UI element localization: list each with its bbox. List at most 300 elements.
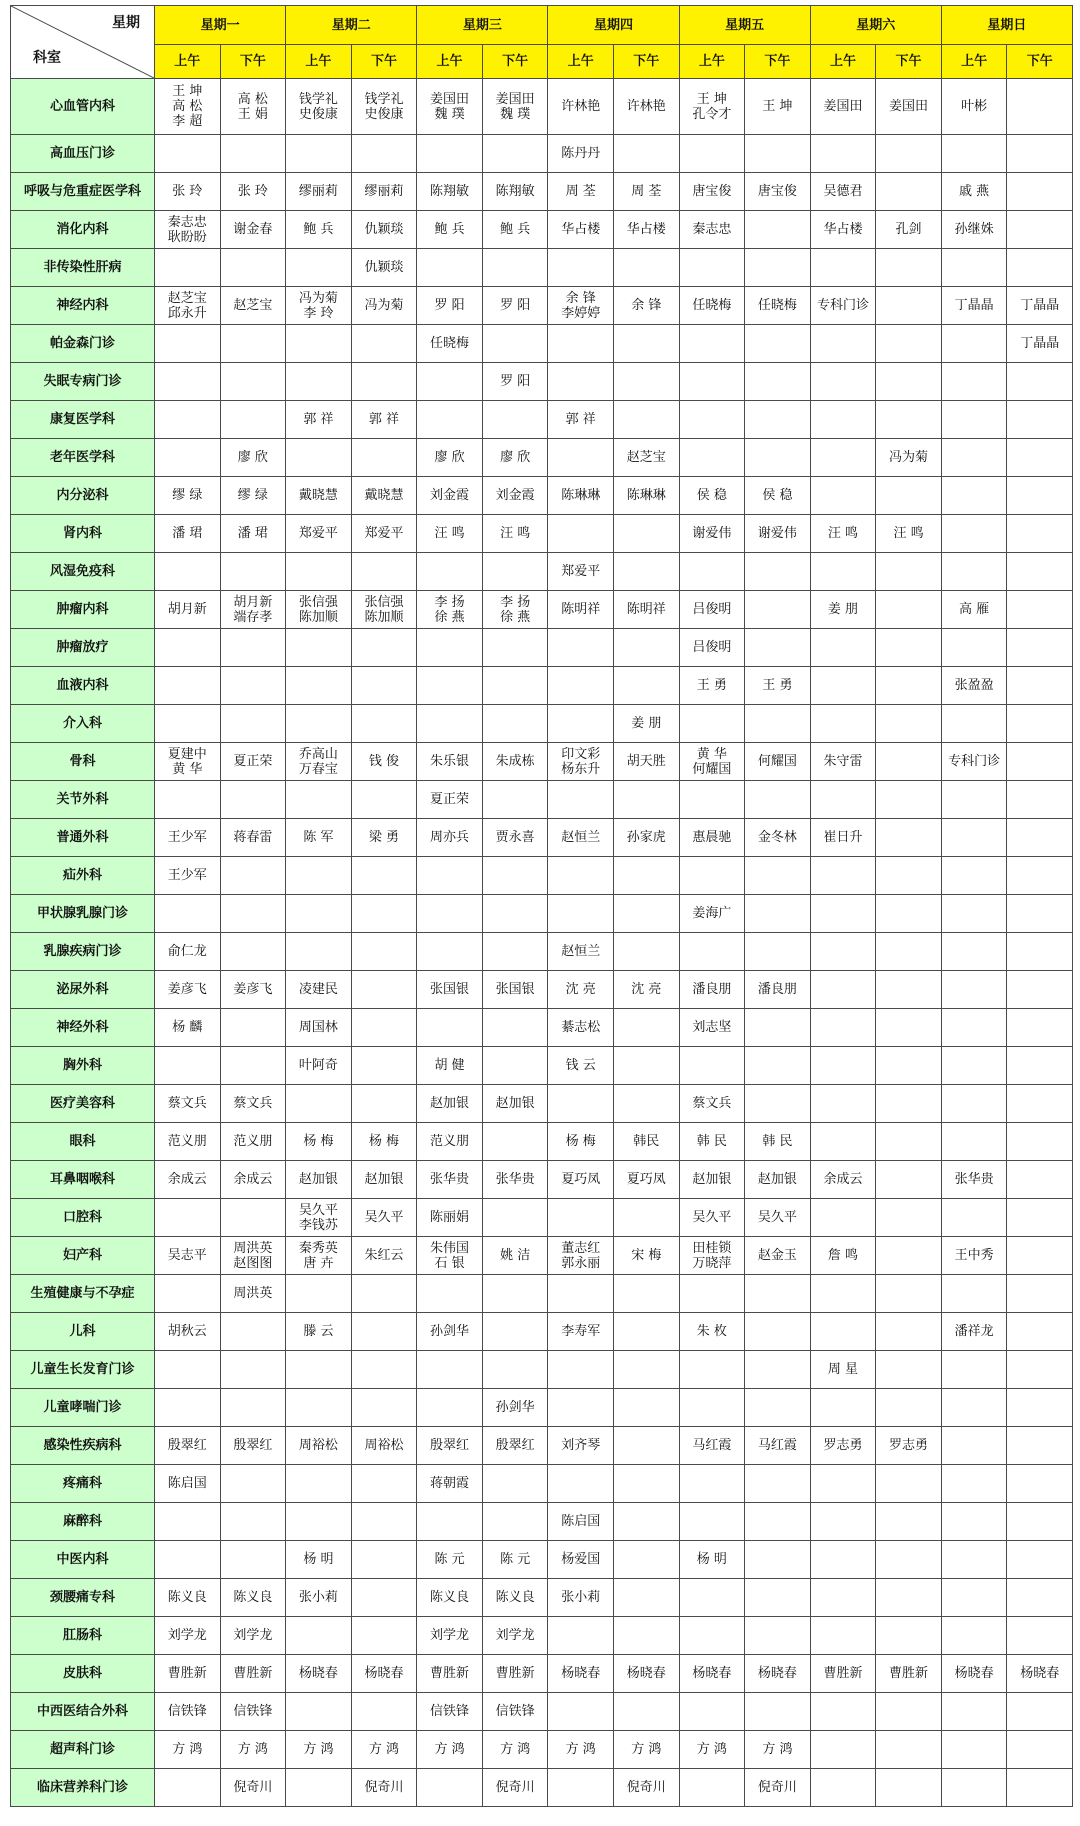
doctor-cell: 缪丽莉 bbox=[286, 173, 352, 211]
doctor-cell: 罗志勇 bbox=[876, 1427, 942, 1465]
department-name: 儿童哮喘门诊 bbox=[11, 1389, 155, 1427]
doctor-cell bbox=[613, 1503, 679, 1541]
department-name: 肛肠科 bbox=[11, 1617, 155, 1655]
doctor-cell bbox=[220, 553, 286, 591]
doctor-cell bbox=[876, 477, 942, 515]
doctor-cell: 刘学龙 bbox=[417, 1617, 483, 1655]
department-name: 眼科 bbox=[11, 1123, 155, 1161]
department-name: 高血压门诊 bbox=[11, 135, 155, 173]
doctor-cell: 曹胜新 bbox=[876, 1655, 942, 1693]
doctor-cell: 钱 云 bbox=[548, 1047, 614, 1085]
slot-header-pm: 下午 bbox=[1007, 45, 1073, 79]
doctor-cell bbox=[351, 325, 417, 363]
day-header-tue: 星期二 bbox=[286, 6, 417, 45]
doctor-cell bbox=[1007, 173, 1073, 211]
slot-header-pm: 下午 bbox=[876, 45, 942, 79]
doctor-cell: 张华贵 bbox=[482, 1161, 548, 1199]
doctor-cell: 潘祥龙 bbox=[941, 1313, 1007, 1351]
day-header-sat: 星期六 bbox=[810, 6, 941, 45]
doctor-cell: 潘 珺 bbox=[155, 515, 221, 553]
doctor-cell bbox=[548, 325, 614, 363]
department-name: 临床营养科门诊 bbox=[11, 1769, 155, 1807]
doctor-cell: 杨晓春 bbox=[1007, 1655, 1073, 1693]
table-row bbox=[11, 971, 1073, 1009]
doctor-cell: 余成云 bbox=[220, 1161, 286, 1199]
doctor-cell bbox=[351, 439, 417, 477]
table-row bbox=[11, 1047, 1073, 1085]
doctor-cell bbox=[220, 1503, 286, 1541]
doctor-cell: 陈丽娟 bbox=[417, 1199, 483, 1237]
doctor-cell bbox=[1007, 1237, 1073, 1275]
doctor-cell: 潘良朋 bbox=[679, 971, 745, 1009]
doctor-cell: 赵加银 bbox=[286, 1161, 352, 1199]
doctor-cell: 倪奇川 bbox=[613, 1769, 679, 1807]
doctor-cell: 王 坤 孔令才 bbox=[679, 79, 745, 135]
doctor-cell: 华占楼 bbox=[548, 211, 614, 249]
doctor-cell: 王少军 bbox=[155, 857, 221, 895]
doctor-cell bbox=[548, 857, 614, 895]
doctor-cell: 倪奇川 bbox=[351, 1769, 417, 1807]
doctor-cell: 陈启国 bbox=[548, 1503, 614, 1541]
doctor-cell bbox=[155, 1047, 221, 1085]
doctor-cell bbox=[548, 1389, 614, 1427]
doctor-cell bbox=[220, 629, 286, 667]
doctor-cell: 沈 亮 bbox=[613, 971, 679, 1009]
doctor-cell: 杨 麟 bbox=[155, 1009, 221, 1047]
schedule-body bbox=[11, 79, 1073, 1807]
doctor-cell bbox=[810, 1503, 876, 1541]
doctor-cell bbox=[482, 1275, 548, 1313]
doctor-cell: 王少军 bbox=[155, 819, 221, 857]
doctor-cell bbox=[155, 895, 221, 933]
doctor-cell bbox=[613, 857, 679, 895]
doctor-cell: 赵金玉 bbox=[745, 1237, 811, 1275]
doctor-cell bbox=[1007, 553, 1073, 591]
doctor-cell bbox=[679, 1275, 745, 1313]
doctor-cell bbox=[745, 211, 811, 249]
table-row bbox=[11, 1351, 1073, 1389]
table-row bbox=[11, 1237, 1073, 1275]
doctor-cell bbox=[1007, 1009, 1073, 1047]
doctor-cell bbox=[351, 705, 417, 743]
doctor-cell bbox=[876, 971, 942, 1009]
slot-header-am: 上午 bbox=[155, 45, 221, 79]
table-row bbox=[11, 249, 1073, 287]
doctor-cell: 夏正荣 bbox=[417, 781, 483, 819]
doctor-cell bbox=[351, 1617, 417, 1655]
table-row bbox=[11, 743, 1073, 781]
doctor-cell bbox=[1007, 629, 1073, 667]
doctor-cell bbox=[351, 1009, 417, 1047]
doctor-cell bbox=[876, 1085, 942, 1123]
doctor-cell bbox=[220, 363, 286, 401]
doctor-cell: 杨 梅 bbox=[286, 1123, 352, 1161]
doctor-cell: 朱成栋 bbox=[482, 743, 548, 781]
doctor-cell: 姜 朋 bbox=[613, 705, 679, 743]
doctor-cell: 陈丹丹 bbox=[548, 135, 614, 173]
doctor-cell bbox=[679, 135, 745, 173]
doctor-cell bbox=[482, 249, 548, 287]
table-row bbox=[11, 1009, 1073, 1047]
doctor-cell bbox=[679, 1579, 745, 1617]
doctor-cell: 廖 欣 bbox=[220, 439, 286, 477]
department-name: 麻醉科 bbox=[11, 1503, 155, 1541]
doctor-cell: 鲍 兵 bbox=[417, 211, 483, 249]
doctor-cell: 信铁锋 bbox=[417, 1693, 483, 1731]
doctor-cell: 张国银 bbox=[417, 971, 483, 1009]
doctor-cell: 杨晓春 bbox=[548, 1655, 614, 1693]
doctor-cell bbox=[876, 401, 942, 439]
doctor-cell bbox=[941, 895, 1007, 933]
doctor-cell bbox=[876, 1579, 942, 1617]
doctor-cell bbox=[941, 325, 1007, 363]
doctor-cell bbox=[286, 1465, 352, 1503]
doctor-cell bbox=[876, 743, 942, 781]
doctor-cell bbox=[155, 705, 221, 743]
doctor-cell bbox=[220, 933, 286, 971]
doctor-cell bbox=[1007, 971, 1073, 1009]
doctor-cell: 田桂锁 万晓萍 bbox=[679, 1237, 745, 1275]
doctor-cell bbox=[876, 1351, 942, 1389]
department-name: 颈腰痛专科 bbox=[11, 1579, 155, 1617]
doctor-cell: 吴德君 bbox=[810, 173, 876, 211]
doctor-cell bbox=[679, 249, 745, 287]
doctor-cell: 郑爱平 bbox=[286, 515, 352, 553]
doctor-cell: 余 锋 李婷婷 bbox=[548, 287, 614, 325]
doctor-cell bbox=[417, 553, 483, 591]
doctor-cell: 杨晓春 bbox=[286, 1655, 352, 1693]
doctor-cell: 胡 健 bbox=[417, 1047, 483, 1085]
doctor-cell: 汪 鸣 bbox=[482, 515, 548, 553]
doctor-cell: 陈翔敏 bbox=[417, 173, 483, 211]
doctor-cell: 陈义良 bbox=[482, 1579, 548, 1617]
doctor-cell bbox=[286, 1351, 352, 1389]
doctor-cell bbox=[810, 477, 876, 515]
doctor-cell bbox=[679, 933, 745, 971]
doctor-cell bbox=[745, 705, 811, 743]
doctor-cell bbox=[417, 895, 483, 933]
doctor-cell: 孔剑 bbox=[876, 211, 942, 249]
department-name: 泌尿外科 bbox=[11, 971, 155, 1009]
doctor-cell: 秦秀英 唐 卉 bbox=[286, 1237, 352, 1275]
doctor-cell: 信铁锋 bbox=[220, 1693, 286, 1731]
doctor-cell: 方 鸿 bbox=[548, 1731, 614, 1769]
doctor-cell: 韩民 bbox=[613, 1123, 679, 1161]
doctor-cell bbox=[1007, 1579, 1073, 1617]
doctor-cell: 任晓梅 bbox=[745, 287, 811, 325]
doctor-cell: 何耀国 bbox=[745, 743, 811, 781]
doctor-cell: 夏建中 黄 华 bbox=[155, 743, 221, 781]
doctor-cell bbox=[1007, 1617, 1073, 1655]
doctor-cell: 刘齐琴 bbox=[548, 1427, 614, 1465]
doctor-cell bbox=[548, 1693, 614, 1731]
doctor-cell bbox=[876, 135, 942, 173]
doctor-cell bbox=[1007, 705, 1073, 743]
doctor-cell: 范义朋 bbox=[417, 1123, 483, 1161]
doctor-cell bbox=[548, 1617, 614, 1655]
doctor-cell bbox=[155, 1275, 221, 1313]
doctor-cell: 张 玲 bbox=[220, 173, 286, 211]
doctor-cell: 方 鸿 bbox=[286, 1731, 352, 1769]
doctor-cell bbox=[613, 781, 679, 819]
doctor-cell bbox=[679, 363, 745, 401]
doctor-cell bbox=[810, 363, 876, 401]
department-name: 儿科 bbox=[11, 1313, 155, 1351]
doctor-cell bbox=[417, 363, 483, 401]
doctor-cell: 杨晓春 bbox=[613, 1655, 679, 1693]
doctor-cell bbox=[417, 933, 483, 971]
table-row bbox=[11, 363, 1073, 401]
doctor-cell bbox=[351, 1579, 417, 1617]
department-name: 风湿免疫科 bbox=[11, 553, 155, 591]
table-row bbox=[11, 1579, 1073, 1617]
doctor-cell bbox=[1007, 1047, 1073, 1085]
doctor-cell bbox=[286, 705, 352, 743]
doctor-cell bbox=[548, 1465, 614, 1503]
doctor-cell bbox=[220, 1313, 286, 1351]
doctor-cell: 胡月新 端存孝 bbox=[220, 591, 286, 629]
doctor-cell bbox=[482, 135, 548, 173]
doctor-cell bbox=[876, 1199, 942, 1237]
doctor-cell: 陈义良 bbox=[417, 1579, 483, 1617]
table-row bbox=[11, 1123, 1073, 1161]
doctor-cell bbox=[941, 1731, 1007, 1769]
doctor-cell bbox=[613, 1009, 679, 1047]
doctor-cell: 黄 华 何耀国 bbox=[679, 743, 745, 781]
doctor-cell bbox=[876, 781, 942, 819]
doctor-cell: 倪奇川 bbox=[482, 1769, 548, 1807]
day-header-mon: 星期一 bbox=[155, 6, 286, 45]
doctor-cell bbox=[745, 629, 811, 667]
department-name: 耳鼻咽喉科 bbox=[11, 1161, 155, 1199]
doctor-cell: 方 鸿 bbox=[745, 1731, 811, 1769]
doctor-cell: 夏巧凤 bbox=[548, 1161, 614, 1199]
doctor-cell: 朱守雷 bbox=[810, 743, 876, 781]
doctor-cell bbox=[548, 895, 614, 933]
doctor-cell bbox=[876, 1009, 942, 1047]
doctor-cell bbox=[417, 249, 483, 287]
doctor-cell bbox=[482, 553, 548, 591]
doctor-cell: 丁晶晶 bbox=[941, 287, 1007, 325]
doctor-cell bbox=[679, 553, 745, 591]
doctor-cell bbox=[1007, 1693, 1073, 1731]
doctor-cell bbox=[220, 667, 286, 705]
doctor-cell: 罗志勇 bbox=[810, 1427, 876, 1465]
doctor-cell: 韩 民 bbox=[745, 1123, 811, 1161]
doctor-cell: 陈 元 bbox=[417, 1541, 483, 1579]
doctor-cell: 印文彩 杨东升 bbox=[548, 743, 614, 781]
doctor-cell bbox=[220, 1465, 286, 1503]
doctor-cell: 李 扬 徐 燕 bbox=[417, 591, 483, 629]
doctor-cell bbox=[1007, 1199, 1073, 1237]
doctor-cell bbox=[417, 705, 483, 743]
doctor-cell bbox=[286, 1693, 352, 1731]
doctor-cell bbox=[876, 629, 942, 667]
doctor-cell bbox=[810, 1313, 876, 1351]
doctor-cell: 丁晶晶 bbox=[1007, 287, 1073, 325]
doctor-cell bbox=[941, 439, 1007, 477]
department-name: 老年医学科 bbox=[11, 439, 155, 477]
doctor-cell bbox=[613, 1047, 679, 1085]
doctor-cell bbox=[810, 1123, 876, 1161]
doctor-cell bbox=[679, 439, 745, 477]
doctor-cell: 马红霞 bbox=[679, 1427, 745, 1465]
table-row bbox=[11, 1161, 1073, 1199]
doctor-cell: 高 松 王 娟 bbox=[220, 79, 286, 135]
doctor-cell bbox=[548, 515, 614, 553]
doctor-cell: 郑爱平 bbox=[351, 515, 417, 553]
doctor-cell bbox=[220, 1541, 286, 1579]
table-row bbox=[11, 895, 1073, 933]
doctor-cell bbox=[810, 857, 876, 895]
doctor-cell bbox=[745, 439, 811, 477]
doctor-cell bbox=[1007, 79, 1073, 135]
doctor-cell: 陈翔敏 bbox=[482, 173, 548, 211]
doctor-cell: 冯为菊 李 玲 bbox=[286, 287, 352, 325]
doctor-cell: 刘志坚 bbox=[679, 1009, 745, 1047]
doctor-cell: 周 荃 bbox=[613, 173, 679, 211]
doctor-cell: 廖 欣 bbox=[417, 439, 483, 477]
doctor-cell bbox=[876, 895, 942, 933]
doctor-cell: 滕 云 bbox=[286, 1313, 352, 1351]
doctor-cell bbox=[745, 249, 811, 287]
doctor-cell: 张小莉 bbox=[548, 1579, 614, 1617]
doctor-cell: 罗 阳 bbox=[482, 287, 548, 325]
doctor-cell: 方 鸿 bbox=[613, 1731, 679, 1769]
doctor-cell: 殷翠红 bbox=[482, 1427, 548, 1465]
doctor-cell bbox=[679, 401, 745, 439]
doctor-cell bbox=[745, 1541, 811, 1579]
doctor-cell bbox=[351, 971, 417, 1009]
doctor-cell: 凌建民 bbox=[286, 971, 352, 1009]
doctor-cell: 蔡文兵 bbox=[155, 1085, 221, 1123]
doctor-cell bbox=[810, 1199, 876, 1237]
doctor-cell: 俞仁龙 bbox=[155, 933, 221, 971]
doctor-cell bbox=[876, 591, 942, 629]
doctor-cell bbox=[1007, 743, 1073, 781]
doctor-cell bbox=[679, 705, 745, 743]
doctor-cell: 汪 鸣 bbox=[876, 515, 942, 553]
doctor-cell bbox=[417, 1351, 483, 1389]
doctor-cell: 杨 梅 bbox=[548, 1123, 614, 1161]
doctor-cell: 夏巧凤 bbox=[613, 1161, 679, 1199]
doctor-cell bbox=[941, 1503, 1007, 1541]
table-row bbox=[11, 515, 1073, 553]
department-name: 骨科 bbox=[11, 743, 155, 781]
doctor-cell bbox=[351, 857, 417, 895]
doctor-cell bbox=[351, 1389, 417, 1427]
doctor-cell bbox=[155, 401, 221, 439]
doctor-cell bbox=[810, 1731, 876, 1769]
doctor-cell: 吕俊明 bbox=[679, 591, 745, 629]
doctor-cell: 杨 明 bbox=[286, 1541, 352, 1579]
doctor-cell: 董志红 郭永丽 bbox=[548, 1237, 614, 1275]
doctor-cell bbox=[155, 553, 221, 591]
doctor-cell: 张小莉 bbox=[286, 1579, 352, 1617]
department-name: 普通外科 bbox=[11, 819, 155, 857]
doctor-cell: 朱伟国 石 银 bbox=[417, 1237, 483, 1275]
doctor-cell: 惠晨驰 bbox=[679, 819, 745, 857]
department-name: 乳腺疾病门诊 bbox=[11, 933, 155, 971]
doctor-cell bbox=[286, 1769, 352, 1807]
doctor-cell bbox=[941, 1085, 1007, 1123]
doctor-cell: 王 坤 高 松 李 超 bbox=[155, 79, 221, 135]
doctor-cell: 姜 朋 bbox=[810, 591, 876, 629]
doctor-cell bbox=[155, 363, 221, 401]
doctor-cell: 姚 洁 bbox=[482, 1237, 548, 1275]
doctor-cell bbox=[482, 781, 548, 819]
table-row bbox=[11, 1313, 1073, 1351]
doctor-cell bbox=[1007, 1503, 1073, 1541]
doctor-cell: 张华贵 bbox=[941, 1161, 1007, 1199]
doctor-cell bbox=[482, 933, 548, 971]
doctor-cell bbox=[1007, 1313, 1073, 1351]
doctor-cell bbox=[941, 1579, 1007, 1617]
doctor-cell bbox=[286, 1275, 352, 1313]
doctor-cell: 陈琳琳 bbox=[548, 477, 614, 515]
doctor-cell bbox=[810, 971, 876, 1009]
doctor-cell bbox=[286, 1617, 352, 1655]
doctor-cell bbox=[876, 819, 942, 857]
doctor-cell bbox=[286, 1389, 352, 1427]
doctor-cell: 吴久平 bbox=[745, 1199, 811, 1237]
doctor-cell bbox=[286, 1503, 352, 1541]
doctor-cell bbox=[745, 553, 811, 591]
doctor-cell bbox=[351, 781, 417, 819]
doctor-cell bbox=[810, 1617, 876, 1655]
doctor-cell bbox=[745, 895, 811, 933]
doctor-cell bbox=[613, 667, 679, 705]
slot-header-pm: 下午 bbox=[482, 45, 548, 79]
doctor-cell bbox=[810, 135, 876, 173]
slot-header-am: 上午 bbox=[810, 45, 876, 79]
doctor-cell: 周亦兵 bbox=[417, 819, 483, 857]
doctor-cell: 周洪英 bbox=[220, 1275, 286, 1313]
doctor-cell: 信铁锋 bbox=[482, 1693, 548, 1731]
table-row bbox=[11, 1731, 1073, 1769]
doctor-cell: 鲍 兵 bbox=[286, 211, 352, 249]
slot-header-am: 上午 bbox=[286, 45, 352, 79]
doctor-cell: 吴久平 李钱苏 bbox=[286, 1199, 352, 1237]
doctor-cell bbox=[613, 1351, 679, 1389]
department-name: 生殖健康与不孕症 bbox=[11, 1275, 155, 1313]
doctor-cell: 方 鸿 bbox=[679, 1731, 745, 1769]
doctor-cell bbox=[745, 1579, 811, 1617]
slot-header-am: 上午 bbox=[941, 45, 1007, 79]
clinic-schedule-table bbox=[10, 5, 1073, 1807]
table-row bbox=[11, 553, 1073, 591]
department-name: 肿瘤放疗 bbox=[11, 629, 155, 667]
doctor-cell bbox=[876, 667, 942, 705]
doctor-cell: 陈 元 bbox=[482, 1541, 548, 1579]
department-name: 神经外科 bbox=[11, 1009, 155, 1047]
doctor-cell: 姜国田 魏 璞 bbox=[417, 79, 483, 135]
doctor-cell bbox=[810, 325, 876, 363]
doctor-cell bbox=[286, 135, 352, 173]
doctor-cell bbox=[810, 1541, 876, 1579]
doctor-cell bbox=[941, 1199, 1007, 1237]
doctor-cell bbox=[548, 439, 614, 477]
doctor-cell: 方 鸿 bbox=[351, 1731, 417, 1769]
doctor-cell bbox=[286, 363, 352, 401]
doctor-cell bbox=[220, 1389, 286, 1427]
doctor-cell bbox=[745, 1085, 811, 1123]
doctor-cell bbox=[1007, 249, 1073, 287]
doctor-cell: 张盈盈 bbox=[941, 667, 1007, 705]
doctor-cell bbox=[876, 287, 942, 325]
doctor-cell bbox=[810, 249, 876, 287]
doctor-cell: 朱红云 bbox=[351, 1237, 417, 1275]
